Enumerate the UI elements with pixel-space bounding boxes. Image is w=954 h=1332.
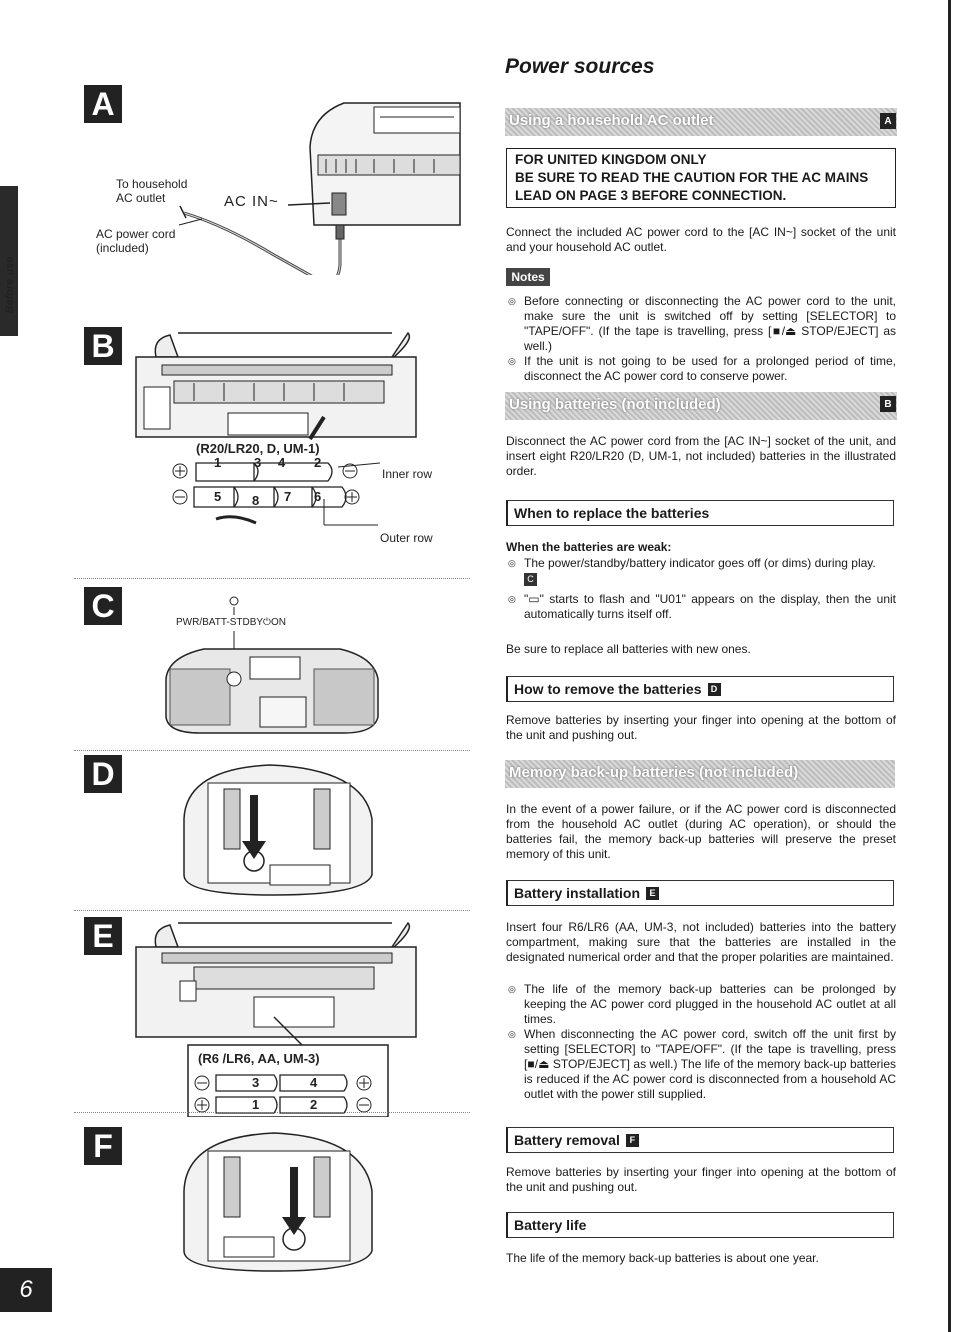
warning-line-1: FOR UNITED KINGDOM ONLY — [515, 152, 707, 167]
memory-battery-removal-illustration — [74, 1127, 472, 1275]
warning-line-2: BE SURE TO READ THE CAUTION FOR THE AC MAINS — [515, 170, 869, 185]
installation-text: Insert four R6/LR6 (AA, UM-3, not included) batteries into the battery compartment, making sure that the batteries are installed in the designated numerical order and that the proper polarities are maintained. — [506, 920, 896, 964]
battery-life-text: The life of the memory back-up batteries is about one year. — [506, 1251, 819, 1265]
ac-power-cord-included-label: (included) — [96, 241, 149, 255]
installation-mark: E — [646, 887, 659, 900]
warning-line-3: LEAD ON PAGE 3 BEFORE CONNECTION. — [515, 188, 787, 203]
remove-batteries-text: Remove batteries by inserting your finger into opening at the bottom of the unit and pushing out. — [506, 713, 896, 742]
battery-num-5: 5 — [214, 489, 222, 504]
separator — [74, 578, 470, 579]
panel-e — [74, 917, 472, 1117]
panel-d — [74, 755, 472, 903]
battery-num-6: 6 — [314, 489, 322, 504]
power-indicator-illustration — [74, 587, 472, 737]
aa-battery-num-3: 3 — [252, 1075, 260, 1090]
aa-battery-type-label: (R6 /LR6, AA, UM-3) — [198, 1051, 320, 1066]
when-to-replace-heading: When to replace the batteries — [506, 500, 894, 526]
inner-row-label: Inner row — [382, 467, 433, 481]
battery-num-1: 1 — [214, 455, 222, 470]
weak-sign-item: ◎ The power/standby/battery indicator goes off (or dims) during play. C — [506, 556, 896, 586]
battery-removal-heading: Battery removal F — [506, 1127, 894, 1153]
pwr-switch-label: PWR/BATT-STDBY⏻ON — [176, 617, 286, 628]
panel-f-letter: F — [84, 1127, 122, 1165]
outer-row-label: Outer row — [380, 531, 433, 545]
panel-e-letter: E — [84, 917, 122, 955]
removal-text: Remove batteries by inserting your finger into opening at the bottom of the unit and pushing out. — [506, 1165, 896, 1194]
notes-list — [506, 294, 896, 384]
note-item: ◎ Before connecting or disconnecting the AC power cord to the unit, make sure the unit is switched off by setting [SELECTOR] to "TAPE/OFF". (If the tape is travelling, press [■/⏏ STOP/EJECT] as well.) — [506, 294, 896, 354]
when-weak-heading: When the batteries are weak: — [506, 540, 672, 554]
ac-power-cord-label: AC power cord — [96, 227, 176, 241]
panel-a-letter: A — [84, 85, 122, 123]
panel-b-letter: B — [84, 327, 122, 365]
separator — [74, 1112, 470, 1113]
battery-num-8: 8 — [252, 493, 260, 508]
battery-num-7: 7 — [284, 489, 292, 504]
side-tab-label: Before use — [4, 256, 16, 314]
household-intro: Connect the included AC power cord to the [AC IN~] socket of the unit and your household AC outlet. — [506, 225, 896, 254]
notes-label: Notes — [506, 268, 550, 286]
aa-battery-num-1: 1 — [252, 1097, 260, 1112]
removal-mark: F — [626, 1134, 639, 1147]
batteries-intro: Disconnect the AC power cord from the [AC IN~] socket of the unit, and insert eight R20/LR20 (D, UM-1, not included) batteries in the illustrated order. — [506, 434, 896, 478]
illustration-column — [74, 85, 472, 1270]
installation-note-item: ◎ When disconnecting the AC power cord, switch off the unit first by setting [SELECTOR] to "TAPE/OFF". (If the tape is travelling, press [■/⏏ STOP/EJECT] as well.) The life of the memory back-up batteries is reduced if the AC power cord is disconnected from a household AC outlet with the power still supplied. — [506, 1027, 896, 1102]
batteries-banner: Using batteries (not included) — [505, 392, 897, 420]
installation-notes — [506, 982, 896, 1102]
battery-num-4: 4 — [278, 455, 286, 470]
ac-in-label: AC IN~ — [224, 193, 279, 210]
d-battery-type-label: (R20/LR20, D, UM-1) — [196, 441, 320, 456]
page-edge-rule — [948, 0, 951, 1332]
to-household-label: To household — [116, 177, 188, 191]
page-number: 6 — [0, 1268, 52, 1312]
note-item: ◎ If the unit is not going to be used for a prolonged period of time, disconnect the AC power cord to conserve power. — [506, 354, 896, 384]
separator — [74, 750, 470, 751]
panel-f — [74, 1127, 472, 1275]
battery-num-3: 3 — [254, 455, 262, 470]
memory-intro: In the event of a power failure, or if the AC power cord is disconnected from the household AC outlet (during AC operation), or should the batteries fail, the memory back-up batteries will preserve the preset memory of this unit. — [506, 802, 896, 861]
separator — [74, 910, 470, 911]
weak-sign-item: ◎ "▭" starts to flash and "U01" appears on the display, then the unit automatically turns itself off. — [506, 592, 896, 622]
how-to-remove-heading: How to remove the batteries D — [506, 676, 894, 702]
panel-c-letter: C — [84, 587, 122, 625]
memory-backup-banner: Memory back-up batteries (not included) — [505, 760, 895, 788]
battery-installation-heading: Battery installation E — [506, 880, 894, 906]
battery-num-2: 2 — [314, 455, 322, 470]
panel-d-letter: D — [84, 755, 122, 793]
batteries-mark: B — [880, 396, 896, 412]
panel-b — [74, 327, 472, 547]
panel-c — [74, 587, 472, 737]
household-ac-mark: A — [880, 113, 896, 129]
weak-sign-mark: C — [524, 573, 537, 586]
replace-all-text: Be sure to replace all batteries with new ones. — [506, 642, 751, 656]
ac-outlet-label: AC outlet — [116, 191, 166, 205]
page-title: Power sources — [505, 55, 655, 78]
battery-life-heading: Battery life — [506, 1212, 894, 1238]
installation-note-item: ◎ The life of the memory back-up batteries can be prolonged by keeping the AC power cord plugged in the household AC outlet at all times. — [506, 982, 896, 1027]
aa-battery-num-2: 2 — [310, 1097, 318, 1112]
household-ac-banner: Using a household AC outlet — [505, 108, 897, 136]
battery-removal-illustration — [74, 755, 472, 903]
remove-mark: D — [708, 683, 721, 696]
uk-warning-box — [506, 148, 896, 208]
aa-battery-num-4: 4 — [310, 1075, 318, 1090]
panel-a — [74, 85, 472, 275]
weak-signs-list — [506, 556, 896, 622]
